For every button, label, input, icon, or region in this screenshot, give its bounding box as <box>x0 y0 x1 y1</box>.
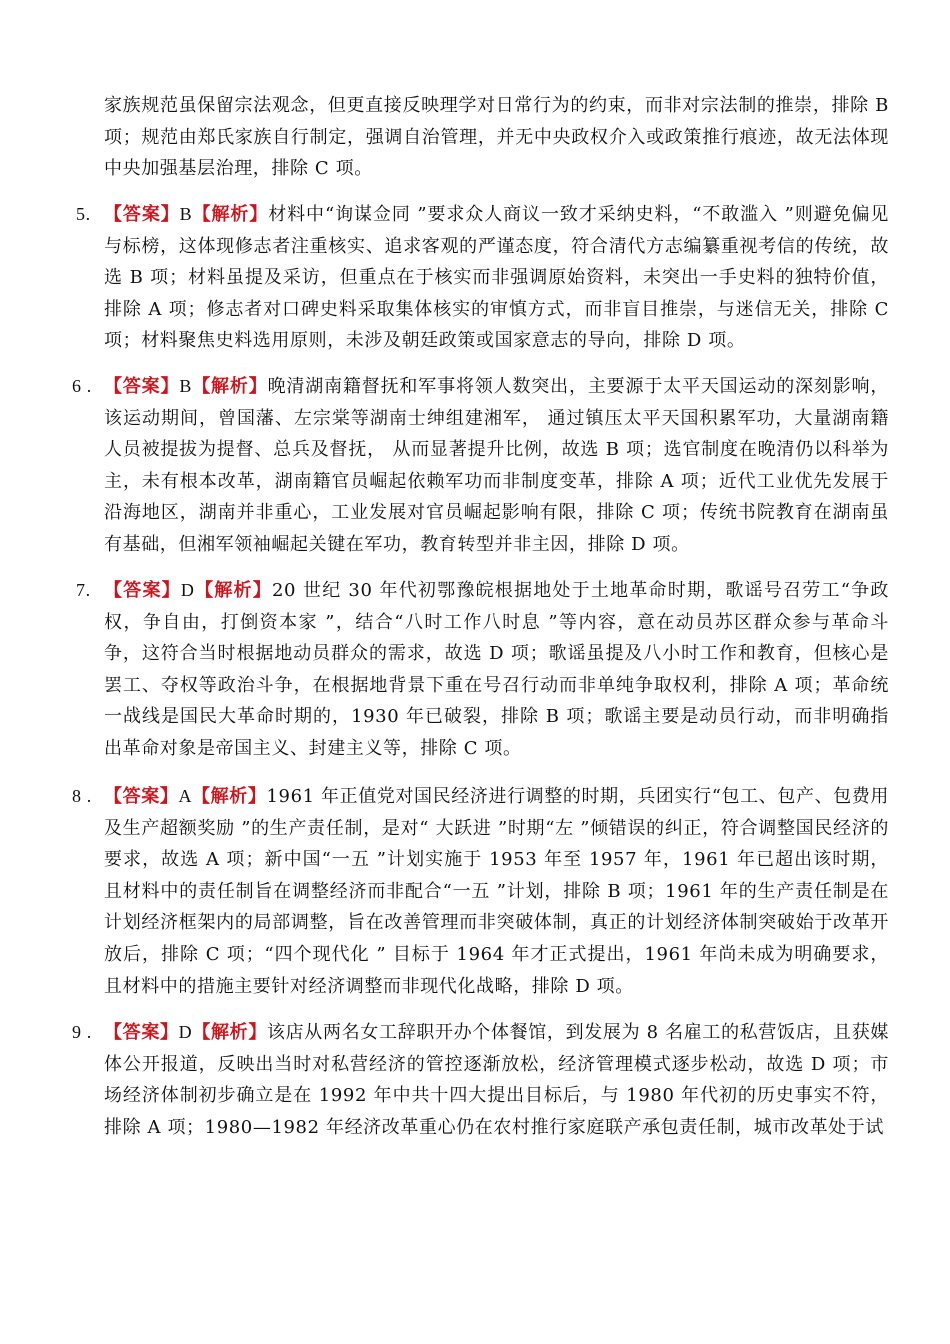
answer-item-9 <box>72 1017 889 1143</box>
continuation-paragraph <box>104 90 889 185</box>
item-number: 7. <box>76 580 91 600</box>
analysis-tag: 【解析】 <box>192 204 269 225</box>
continuation-text: 家族规范虽保留宗法观念，但更直接反映理学对日常行为的约束，而非对宗法制的推崇，排除 B 项；规范由郑氏家族自行制定，强调自治管理，并无中央政权介入或政策推行痕迹，故无法体现中央加强基层治理，排除 C 项。 <box>104 95 889 180</box>
answer-tag: 【答案】 <box>104 376 180 397</box>
analysis-text: 该店从两名女工辞职开办个体餐馆，到发展为 8 名雇工的私营饭店，且获媒体公开报道，反映出当时对私营经济的管控逐渐放松，经济管理模式逐步松动，故选 D 项；市场经济体制初步确立是在 1992 年中共十四大提出目标后，与 1980 年代初的历史事实不符，排除 A 项；1980—1982 年经济改革重心仍在农村推行家庭联产承包责任制，城市改革处于试 <box>104 1022 889 1138</box>
analysis-text: 材料中“询谋佥同 ”要求众人商议一致才采纳史料，“不敢滥入 ”则避免偏见与标榜，这体现修志者注重核实、追求客观的严谨态度，符合清代方志编纂重视考信的传统，故选 B 项；材料虽提及采访，但重点在于核实而非强调原始资料，未突出一手史料的独特价值，排除 A 项；修志者对口碑史料采取集体核实的审慎方式，而非盲目推崇，与迷信无关，排除 C 项；材料聚焦史料选用原则，未涉及朝廷政策或国家意志的导向，排除 D 项。 <box>104 204 889 352</box>
analysis-tag: 【解析】 <box>191 376 268 397</box>
answer-letter: D <box>180 580 195 600</box>
item-number: 6 . <box>72 376 92 396</box>
answer-item-8 <box>72 781 889 1002</box>
answer-tag: 【答案】 <box>104 580 181 601</box>
answer-item-7 <box>76 575 889 765</box>
item-number: 9 . <box>72 1022 92 1042</box>
answer-item-5 <box>76 199 889 357</box>
answer-letter: D <box>178 1022 193 1042</box>
analysis-tag: 【解析】 <box>192 786 267 807</box>
answer-letter: B <box>179 376 192 396</box>
analysis-text: 晚清湖南籍督抚和军事将领人数突出，主要源于太平天国运动的深刻影响，该运动期间，曾国藩、左宗棠等湖南士绅组建湘军， 通过镇压太平天国积累军功，大量湖南籍人员被提拔为提督、总兵及督抚， 从而显著提升比例，故选 B 项；选官制度在晚清仍以科举为主，未有根本改革，湖南籍官员崛起依赖军功而非制度变革，排除 A 项；近代工业优先发展于沿海地区，湖南并非重心，工业发展对官员崛起影响有限，排除 C 项；传统书院教育在湖南虽有基础，但湘军领袖崛起关键在军功，教育转型并非主因，排除 D 项。 <box>104 376 889 555</box>
answer-letter: A <box>178 786 193 806</box>
answer-tag: 【答案】 <box>104 1022 179 1043</box>
answer-tag: 【答案】 <box>104 786 179 807</box>
analysis-text: 1961 年正值党对国民经济进行调整的时期，兵团实行“包工、包产、包费用及生产超额奖励 ”的生产责任制，是对“ 大跃进 ”时期“左 ”倾错误的纠正，符合调整国民经济的要求，故选 A 项；新中国“一五 ”计划实施于 1953 年至 1957 年，1961 年已超出该时期，且材料中的责任制旨在调整经济而非配合“一五 ”计划，排除 B 项；1961 年的生产责任制是在计划经济框架内的局部调整，旨在改善管理而非突破体制，真正的计划经济体制突破始于改革开放后，排除 C 项；“四个现代化 ” 目标于 1964 年才正式提出，1961 年尚未成为明确要求，且材料中的措施主要针对经济调整而非现代化战略，排除 D 项。 <box>104 786 889 997</box>
analysis-tag: 【解析】 <box>192 1022 267 1043</box>
analysis-text: 20 世纪 30 年代初鄂豫皖根据地处于土地革命时期，歌谣号召劳工“争政权，争自由，打倒资本家 ”，结合“八时工作八时息 ”等内容，意在动员苏区群众参与革命斗争，这符合当时根据地动员群众的需求，故选 D 项；歌谣虽提及八小时工作和教育，但核心是罢工、夺权等政治斗争，在根据地背景下重在号召行动而非单纯争取权利，排除 A 项；革命统一战线是国民大革命时期的，1930 年已破裂，排除 B 项；歌谣主要是动员行动，而非明确指出革命对象是帝国主义、封建主义等，排除 C 项。 <box>104 580 889 759</box>
item-number: 8 . <box>72 786 92 806</box>
answer-letter: B <box>179 204 193 224</box>
item-number: 5. <box>76 204 91 224</box>
answer-tag: 【答案】 <box>104 204 180 225</box>
analysis-tag: 【解析】 <box>194 580 272 601</box>
answer-item-6 <box>72 371 889 561</box>
